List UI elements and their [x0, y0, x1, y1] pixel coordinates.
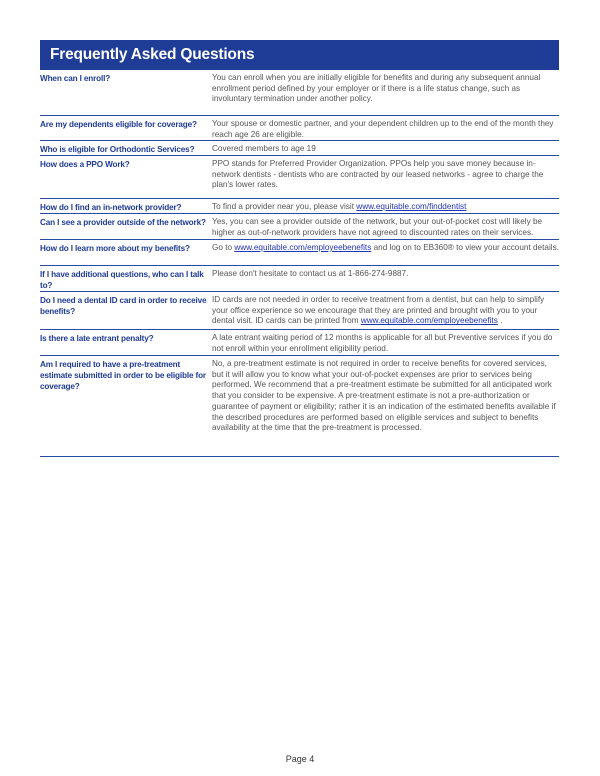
page-title: Frequently Asked Questions [40, 40, 559, 70]
faq-row [40, 159, 559, 199]
faq-answer [212, 295, 559, 329]
faq-answer [212, 202, 559, 213]
answer-text: To find a provider near you, please visit [212, 202, 357, 211]
faq-answer: Covered members to age 19 [212, 144, 316, 153]
faq-answer: No, a pre-treatment estimate is not required in order to receive benefits for covered services, but it will allow you to know what your out-of-pocket expenses are prior to services being performed. We recommend that a pre-treatment estimate be submitted for all anticipated work that you consider to be expensive. A pre-treatment estimate is not a pre-authorization or guarantee of payment or eligibility; rather it is an indication of the estimated benefits available if the described procedures are performed based on eligible services and subject to benefits availability at the time that the pre-treatment is processed. [212, 359, 556, 433]
faq-question: Are my dependents eligible for coverage? [40, 120, 197, 129]
faq-answer: Please don't hesitate to contact us at 1-866-274-9887. [212, 269, 409, 278]
faq-table [40, 73, 559, 460]
faq-question: Is there a late entrant penalty? [40, 334, 154, 343]
employee-benefits-link[interactable]: www.equitable.com/employeebenefits [360, 316, 498, 326]
faq-row [40, 359, 559, 457]
faq-answer: A late entrant waiting period of 12 months is applicable for all but Preventive services if you do not enroll within your enrollment eligibility period. [212, 333, 553, 353]
answer-text: . [497, 316, 503, 326]
faq-answer: Yes, you can see a provider outside of the network, but your out-of-pocket cost will likely be higher as out-of-network providers have not agreed to discounted rates on their services. [212, 217, 543, 237]
answer-text: and log on to EB360® to view your account details. [371, 243, 559, 252]
answer-text: Go to [212, 243, 235, 252]
find-dentist-link[interactable]: www.equitable.com/finddentist [356, 202, 467, 211]
faq-row [40, 217, 559, 240]
employee-benefits-link[interactable]: www.equitable.com/employeebenefits [234, 243, 372, 252]
page-number: Page 4 [285, 754, 315, 764]
faq-row [40, 144, 559, 156]
faq-question: If I have additional questions, who can I talk to? [40, 270, 204, 290]
faq-row [40, 295, 559, 330]
faq-row [40, 243, 559, 266]
faq-row [40, 333, 559, 356]
faq-answer: PPO stands for Preferred Provider Organization. PPOs help you save money because in-network dentists - dentists who are contracted by our leased networks - agree to charge the plan's lower rates. [212, 159, 544, 190]
faq-answer [212, 243, 559, 265]
faq-question: When can I enroll? [40, 74, 111, 83]
faq-question: Do I need a dental ID card in order to receive benefits? [40, 296, 207, 316]
faq-question: Who is eligible for Orthodontic Services? [40, 145, 195, 154]
faq-question: Am I required to have a pre-treatment estimate submitted in order to be eligible for coverage? [40, 360, 206, 391]
faq-answer: Your spouse or domestic partner, and your dependent children up to the end of the month they reach age 26 are eligible. [212, 119, 554, 139]
faq-question: Can I see a provider outside of the network? [40, 218, 206, 227]
faq-question: How do I learn more about my benefits? [40, 244, 190, 253]
faq-question: How do I find an in-network provider? [40, 203, 182, 212]
answer-text: ID cards are not needed in order to receive treatment from a dentist, but can help to simplify your office experience so we encourage that they are printed and brought with you to your dental visit. ID cards can be printed from [212, 295, 545, 326]
faq-answer: You can enroll when you are initially eligible for benefits and during any subsequent annual enrollment period defined by your employer or if there is a life status change, such as involuntary termination under another policy. [212, 73, 541, 104]
faq-row [40, 269, 559, 292]
faq-row [40, 73, 559, 116]
faq-row [40, 202, 559, 214]
faq-question: How does a PPO Work? [40, 160, 130, 169]
faq-row [40, 119, 559, 141]
